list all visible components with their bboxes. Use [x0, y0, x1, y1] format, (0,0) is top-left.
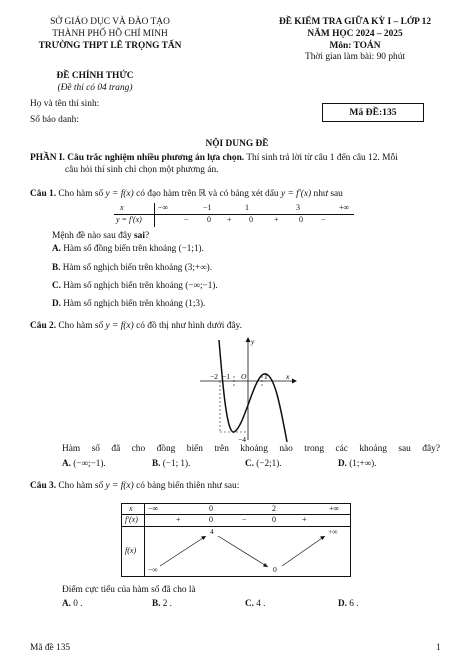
- q3-variation-table: [121, 503, 351, 577]
- candidate-id-label: Số báo danh:: [30, 115, 79, 125]
- q1-stem: [30, 189, 450, 201]
- x-axis-arrow-icon: [292, 379, 297, 384]
- q3-option-d[interactable]: [338, 598, 358, 610]
- q3-func: y = f(x): [105, 481, 134, 491]
- increase-arrow: [160, 536, 206, 566]
- q1-x-value: 1: [245, 203, 249, 212]
- official-label: ĐỀ CHÍNH THỨC: [56, 71, 134, 81]
- q1-sign: −: [321, 215, 326, 224]
- q3-f-value: −∞: [148, 565, 158, 574]
- function-curve: [219, 340, 287, 442]
- option-letter: C.: [245, 458, 254, 468]
- q1-sign-table: [114, 203, 354, 227]
- q3-sign: +: [302, 515, 307, 524]
- part1-text-cont: câu hỏi thí sinh chỉ chọn một phương án.: [65, 165, 219, 175]
- option-text: (−1; 1).: [162, 458, 191, 468]
- q1-row-label: y = f′(x): [116, 215, 142, 224]
- y-axis-label: y: [251, 337, 255, 346]
- q2-label: Câu 2.: [30, 321, 57, 331]
- pages-note: (Đề thi có 04 trang): [57, 83, 133, 93]
- option-text: Hàm số đồng biến trên khoảng (−1;1).: [63, 243, 204, 253]
- option-letter: B.: [152, 598, 161, 608]
- option-letter: D.: [52, 298, 61, 308]
- q2-stem-text: Cho hàm số: [58, 321, 104, 331]
- part1-intro: [30, 153, 450, 165]
- q3-sign: −: [242, 515, 247, 524]
- department-name: SỞ GIÁO DỤC VÀ ĐÀO TẠO: [50, 17, 170, 27]
- q3-stem-text2: có bảng biến thiên như sau:: [136, 481, 240, 491]
- candidate-name-label: Họ và tên thí sinh:: [30, 99, 100, 109]
- q1-stem-text3: như sau: [313, 189, 343, 199]
- option-letter: A.: [52, 243, 61, 253]
- q3-f-label: f(x): [125, 546, 137, 555]
- q3-f-value: 4: [210, 527, 214, 536]
- option-letter: C.: [245, 598, 254, 608]
- q1-stem-text: Cho hàm số: [58, 189, 104, 199]
- city-name: THÀNH PHỐ HỒ CHÍ MINH: [52, 28, 168, 39]
- q3-sign: +: [176, 515, 181, 524]
- q3-x-value: 2: [272, 504, 276, 513]
- q3-label: Câu 3.: [30, 481, 57, 491]
- option-text: (1;+∞).: [349, 458, 377, 468]
- option-text: 6 .: [349, 598, 359, 608]
- q2-graph: [200, 334, 300, 444]
- q2-option-b[interactable]: [152, 458, 190, 470]
- q1-sign: −: [184, 215, 189, 224]
- q3-ask: Điểm cực tiểu của hàm số đã cho là: [62, 585, 196, 595]
- y-axis-arrow-icon: [246, 337, 251, 342]
- option-text: 0 .: [73, 598, 83, 608]
- q1-x-value: 3: [296, 203, 300, 212]
- q1-x-label: x: [120, 203, 124, 212]
- origin-label: O: [241, 372, 247, 381]
- option-letter: A.: [62, 458, 71, 468]
- q3-arrows: [122, 504, 350, 576]
- part1-text: Thí sinh trả lời từ câu 1 đến câu 12. Mỗi: [246, 153, 398, 163]
- option-letter: D.: [338, 458, 347, 468]
- option-text: Hàm số nghịch biến trên khoảng (1;3).: [63, 298, 206, 308]
- arrow-head-icon: [263, 563, 268, 567]
- q3-stem-text: Cho hàm số: [58, 481, 104, 491]
- q1-sign: 0: [299, 215, 303, 224]
- q1-sign: +: [274, 215, 279, 224]
- decrease-arrow: [218, 536, 268, 567]
- q2-option-a[interactable]: [62, 458, 106, 470]
- page-number: 1: [436, 643, 441, 653]
- q1-option-b[interactable]: [52, 262, 212, 274]
- q1-option-a[interactable]: [52, 243, 204, 255]
- q2-stem-text2: có đồ thị như hình dưới đây.: [136, 321, 242, 331]
- q1-label: Câu 1.: [30, 189, 57, 199]
- exam-title: ĐỀ KIỂM TRA GIỮA KỲ I – LỚP 12: [278, 17, 432, 27]
- q1-sign: +: [227, 215, 232, 224]
- q3-x-value: −∞: [148, 504, 159, 513]
- q3-x-value: 0: [209, 504, 213, 513]
- q1-x-value: −∞: [158, 203, 169, 212]
- tick-label: −1: [222, 372, 230, 381]
- q3-stem: [30, 481, 239, 493]
- q2-ask: Hàm số đã cho đồng biến trên khoảng nào trong các khoảng sau đây?: [62, 444, 440, 454]
- q3-x-label: x: [129, 504, 133, 513]
- q3-f-value: 0: [273, 565, 277, 574]
- q3-option-c[interactable]: [245, 598, 265, 610]
- q3-deriv-label: f′(x): [125, 515, 138, 524]
- option-text: Hàm số nghịch biến trên khoảng (−∞;−1).: [63, 280, 218, 290]
- q1-table-hline: [114, 214, 354, 215]
- option-letter: B.: [152, 458, 161, 468]
- q1-table-vline: [154, 203, 155, 227]
- q1-option-d[interactable]: [52, 298, 205, 310]
- option-text: 4 .: [256, 598, 266, 608]
- option-text: Hàm số nghịch biến trên khoảng (3;+∞).: [62, 262, 212, 272]
- q1-ask-mark: ?: [144, 231, 150, 241]
- part1-heading: PHẦN I. Câu trắc nghiệm nhiều phương án lựa chọn.: [30, 153, 245, 163]
- option-text: (−∞;−1).: [73, 458, 106, 468]
- q2-option-c[interactable]: [245, 458, 282, 470]
- header-left: [20, 17, 200, 52]
- tick-label: −4: [238, 435, 246, 444]
- option-text: 2 .: [162, 598, 172, 608]
- tick-label: −2: [210, 372, 218, 381]
- option-letter: D.: [338, 598, 347, 608]
- tick-label: 1: [264, 372, 268, 381]
- footer-code: Mã đề 135: [30, 643, 71, 653]
- option-letter: C.: [52, 280, 61, 290]
- school-name: TRƯỜNG THPT LÊ TRỌNG TẤN: [38, 40, 182, 51]
- q3-sign: 0: [272, 515, 276, 524]
- q2-option-d[interactable]: [338, 458, 377, 470]
- option-letter: A.: [62, 598, 71, 608]
- q3-option-a[interactable]: [62, 598, 82, 610]
- arrow-head-icon: [320, 536, 325, 540]
- increase-arrow: [282, 536, 325, 566]
- q1-sign: 0: [207, 215, 211, 224]
- exam-code-box: Mã ĐỀ:135: [322, 103, 424, 122]
- q1-stem-text2: có đạo hàm trên ℝ và có bảng xét dấu: [136, 189, 279, 199]
- option-letter: B.: [52, 262, 61, 272]
- q1-x-value: −1: [203, 203, 212, 212]
- q1-ask-text: Mệnh đề nào sau đây: [52, 231, 132, 241]
- q1-ask-keyword: sai: [134, 231, 145, 241]
- school-year: NĂM HỌC 2024 – 2025: [307, 28, 403, 39]
- subject: Môn: TOÁN: [329, 40, 381, 51]
- duration: Thời gian làm bài: 90 phút: [305, 52, 405, 63]
- content-title: NỘI DUNG ĐỀ: [205, 139, 269, 149]
- q2-stem: [30, 321, 242, 333]
- header-right: [250, 17, 460, 64]
- x-axis-label: x: [286, 372, 290, 381]
- q1-deriv: y = f′(x): [280, 189, 312, 199]
- q3-sign: 0: [209, 515, 213, 524]
- q3-f-value: +∞: [328, 527, 338, 536]
- arrow-head-icon: [201, 536, 206, 540]
- q3-option-b[interactable]: [152, 598, 172, 610]
- q1-x-value: +∞: [339, 203, 350, 212]
- q1-func: y = f(x): [105, 189, 134, 199]
- q1-ask: [52, 231, 149, 243]
- q1-option-c[interactable]: [52, 280, 218, 292]
- q2-func: y = f(x): [105, 321, 134, 331]
- option-text: (−2;1).: [256, 458, 282, 468]
- q1-sign: 0: [249, 215, 253, 224]
- q3-x-value: +∞: [329, 504, 340, 513]
